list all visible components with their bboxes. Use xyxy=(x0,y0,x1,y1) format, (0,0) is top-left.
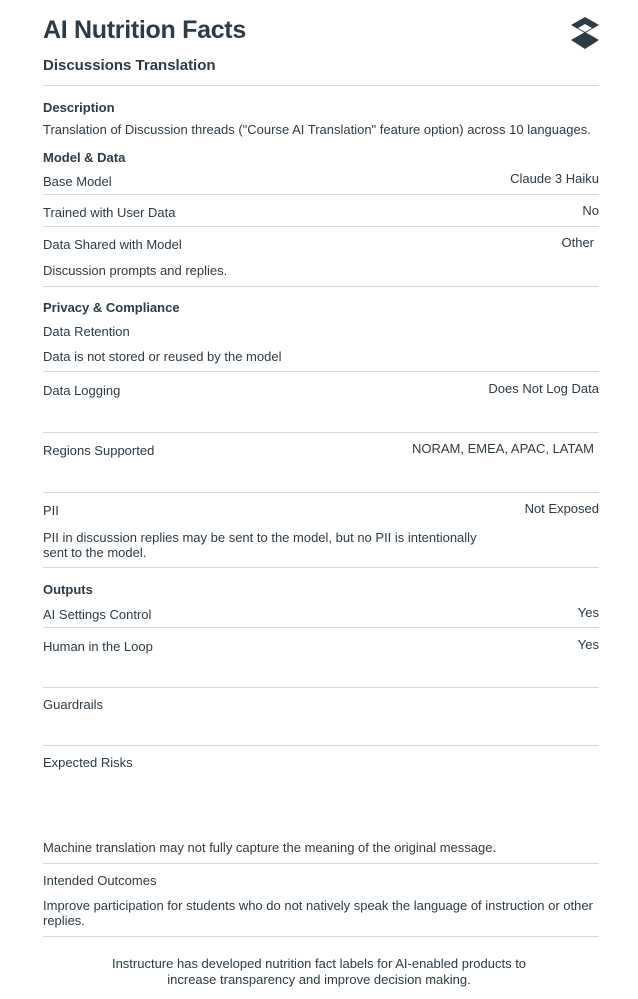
divider xyxy=(43,863,599,864)
trained-value: No xyxy=(582,203,599,218)
privacy-heading: Privacy & Compliance xyxy=(43,300,180,315)
divider xyxy=(43,432,599,433)
pii-value: Not Exposed xyxy=(524,501,599,516)
description-text: Translation of Discussion threads ("Course AI Translation" feature option) across 10 languages. xyxy=(43,122,591,137)
divider xyxy=(43,627,599,628)
ai-settings-value: Yes xyxy=(577,605,599,620)
intended-outcomes-desc: Improve participation for students who do not natively speak the language of instruction or other replies. xyxy=(43,898,593,928)
divider xyxy=(43,492,599,493)
feature-name: Discussions Translation xyxy=(43,57,216,74)
regions-value: NORAM, EMEA, APAC, LATAM xyxy=(411,441,594,456)
data-shared-value: Other xyxy=(561,235,594,250)
guardrails-label: Guardrails xyxy=(43,697,103,712)
footer-note xyxy=(0,956,638,988)
regions-label: Regions Supported xyxy=(43,443,155,458)
data-retention-label: Data Retention xyxy=(43,324,130,339)
data-logging-value: Does Not Log Data xyxy=(488,381,599,396)
divider xyxy=(43,567,599,568)
pii-desc: PII in discussion replies may be sent to the model, but no PII is intentionally sent to the model. xyxy=(43,530,477,560)
hitl-label: Human in the Loop xyxy=(43,639,153,654)
divider xyxy=(43,85,599,86)
model-data-heading: Model & Data xyxy=(43,150,126,165)
description-heading: Description xyxy=(43,100,115,115)
outputs-heading: Outputs xyxy=(43,582,93,597)
divider xyxy=(43,687,599,688)
trained-label: Trained with User Data xyxy=(43,205,176,220)
expected-risks-label: Expected Risks xyxy=(43,755,133,770)
intended-outcomes-label: Intended Outcomes xyxy=(43,873,157,888)
pii-label: PII xyxy=(43,503,59,518)
divider xyxy=(43,286,599,287)
divider xyxy=(43,936,599,937)
base-model-label: Base Model xyxy=(43,174,112,189)
page-title: AI Nutrition Facts xyxy=(43,16,246,44)
footer-line-2: increase transparency and improve decision making. xyxy=(167,972,471,987)
divider xyxy=(43,745,599,746)
data-shared-desc: Discussion prompts and replies. xyxy=(43,263,228,278)
base-model-value: Claude 3 Haiku xyxy=(510,171,599,186)
data-logging-label: Data Logging xyxy=(43,383,121,398)
expected-risks-desc: Machine translation may not fully capture the meaning of the original message. xyxy=(43,840,497,855)
footer-line-1: Instructure has developed nutrition fact labels for AI-enabled products to xyxy=(111,956,527,971)
data-retention-desc: Data is not stored or reused by the model xyxy=(43,349,282,364)
divider xyxy=(43,194,599,195)
ai-settings-label: AI Settings Control xyxy=(43,607,152,622)
divider xyxy=(43,226,599,227)
instructure-logo-icon xyxy=(570,16,600,50)
hitl-value: Yes xyxy=(577,637,599,652)
divider xyxy=(43,371,599,372)
data-shared-label: Data Shared with Model xyxy=(43,237,182,252)
